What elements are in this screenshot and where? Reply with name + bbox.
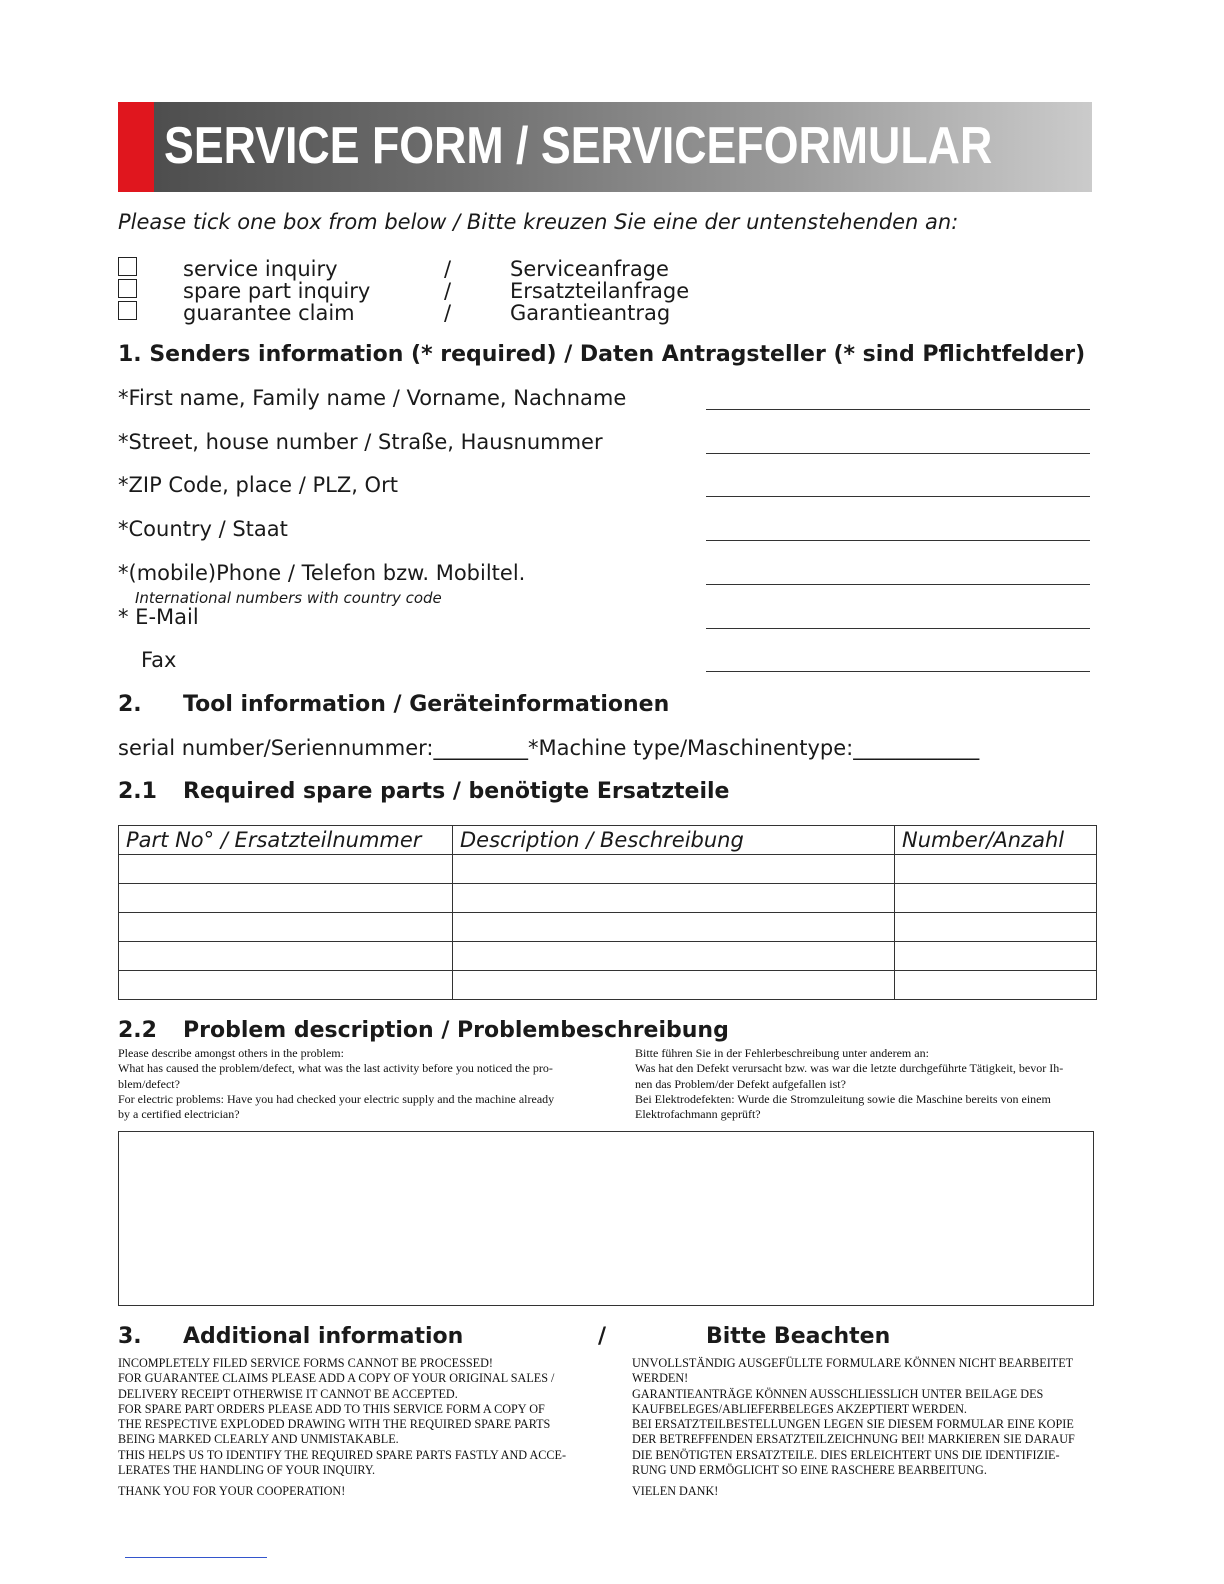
problem-description-box[interactable] (118, 1131, 1094, 1306)
description-cell[interactable] (453, 913, 895, 942)
section-3-separator: / (598, 1324, 607, 1349)
description-cell[interactable] (453, 971, 895, 1000)
spare-parts-table (118, 825, 1097, 1000)
checkbox-spare-part-inquiry[interactable] (118, 279, 137, 298)
email-field[interactable] (706, 607, 1090, 629)
hint-line: Elektrofachmann geprüft? (635, 1107, 761, 1122)
info-line: WERDEN! (632, 1371, 689, 1386)
hint-line: Please describe amongst others in the problem: (118, 1046, 344, 1060)
phone-note: International numbers with country code (135, 589, 442, 607)
additional-info-en (118, 1356, 584, 1500)
info-line: THE RESPECTIVE EXPLODED DRAWING WITH THE REQUIRED SPARE PARTS (118, 1417, 551, 1432)
additional-info-de (632, 1356, 1098, 1500)
number-cell[interactable] (895, 855, 1097, 884)
section-3-number: 3. (118, 1324, 142, 1349)
part-no-cell[interactable] (119, 971, 453, 1000)
info-line: FOR GUARANTEE CLAIMS PLEASE ADD A COPY OF YOUR ORIGINAL SALES / (118, 1371, 555, 1386)
number-cell[interactable] (895, 942, 1097, 971)
info-line: UNVOLLSTÄNDIG AUSGEFÜLLTE FORMULARE KÖNNEN NICHT BEARBEITET (632, 1356, 1074, 1370)
option-guarantee-claim-de: Garantieantrag (510, 301, 671, 325)
table-row (119, 855, 1097, 884)
problem-hint-en (118, 1046, 584, 1122)
info-line: INCOMPLETELY FILED SERVICE FORMS CANNOT BE PROCESSED! (118, 1356, 493, 1370)
form-title: SERVICE FORM / SERVICEFORMULAR (164, 117, 993, 175)
hint-line: nen das Problem/der Defekt aufgefallen ist? (635, 1076, 846, 1091)
zip-label: *ZIP Code, place / PLZ, Ort (118, 473, 398, 497)
option-spare-part-inquiry-de: Ersatzteilanfrage (510, 279, 690, 303)
option-service-inquiry-de: Serviceanfrage (510, 257, 669, 281)
info-line: KAUFBELEGES/ABLIEFERBELEGES AKZEPTIERT WERDEN. (632, 1401, 967, 1416)
problem-hint-de (635, 1046, 1097, 1122)
number-cell[interactable] (895, 913, 1097, 942)
column-number: Number/Anzahl (895, 826, 1097, 855)
info-line: DELIVERY RECEIPT OTHERWISE IT CANNOT BE ACCEPTED. (118, 1386, 458, 1401)
info-line: BEI ERSATZTEILBESTELLUNGEN LEGEN SIE DIESEM FORMULAR EINE KOPIE (632, 1417, 1074, 1432)
info-line: LERATES THE HANDLING OF YOUR INQUIRY. (118, 1463, 376, 1478)
country-label: *Country / Staat (118, 517, 288, 541)
part-no-cell[interactable] (119, 913, 453, 942)
thanks-en: THANK YOU FOR YOUR COOPERATION! (118, 1484, 346, 1499)
hint-line: blem/defect? (118, 1076, 180, 1091)
table-row (119, 942, 1097, 971)
option-spare-part-inquiry-en: spare part inquiry (183, 279, 371, 303)
part-no-cell[interactable] (119, 884, 453, 913)
banner-accent-bar (118, 102, 154, 192)
serial-and-machine-type-line[interactable]: serial number/Seriennummer:_________*Machine type/Maschinentype:____________ (118, 736, 980, 760)
number-cell[interactable] (895, 971, 1097, 1000)
info-line: FOR SPARE PART ORDERS PLEASE ADD TO THIS SERVICE FORM A COPY OF (118, 1401, 545, 1416)
number-cell[interactable] (895, 884, 1097, 913)
table-row (119, 913, 1097, 942)
info-line: BEING MARKED CLEARLY AND UNMISTAKABLE. (118, 1432, 399, 1447)
section-2-number: 2. (118, 692, 142, 717)
street-label: *Street, house number / Straße, Hausnummer (118, 430, 603, 454)
checkbox-service-inquiry[interactable] (118, 257, 137, 276)
name-label: *First name, Family name / Vorname, Nachname (118, 386, 627, 410)
part-no-cell[interactable] (119, 855, 453, 884)
zip-field[interactable] (706, 475, 1090, 497)
option-service-inquiry-en: service inquiry (183, 257, 338, 281)
info-line: DIE BENÖTIGTEN ERSATZTEILE. DIES ERLEICHTERT UNS DIE IDENTIFIZIE- (632, 1447, 1060, 1462)
section-2-1-number: 2.1 (118, 779, 157, 804)
section-3-heading-en: Additional information (183, 1324, 464, 1349)
hint-line: What has caused the problem/defect, what was the last activity before you noticed the pro- (118, 1061, 553, 1076)
column-part-no: Part No° / Ersatzteilnummer (119, 826, 453, 855)
section-2-2-heading: Problem description / Problembeschreibung (183, 1018, 729, 1043)
info-line: THIS HELPS US TO IDENTIFY THE REQUIRED SPARE PARTS FASTLY AND ACCE- (118, 1447, 567, 1462)
section-2-1-heading: Required spare parts / benötigte Ersatzteile (183, 779, 730, 804)
hint-line: For electric problems: Have you had checked your electric supply and the machine already (118, 1091, 555, 1106)
hint-line: Bitte führen Sie in der Fehlerbeschreibung unter anderem an: (635, 1046, 929, 1060)
part-no-cell[interactable] (119, 942, 453, 971)
phone-label: *(mobile)Phone / Telefon bzw. Mobiltel. (118, 561, 526, 585)
hint-line: Was hat den Defekt verursacht bzw. was war die letzte durchgeführte Tätigkeit, bevor Ih- (635, 1061, 1064, 1076)
column-description: Description / Beschreibung (453, 826, 895, 855)
tick-instruction: Please tick one box from below / Bitte kreuzen Sie eine der untenstehenden an: (118, 210, 959, 234)
footer-rule (125, 1557, 267, 1558)
option-separator: / (444, 257, 452, 281)
section-2-2-number: 2.2 (118, 1018, 157, 1043)
option-guarantee-claim-en: guarantee claim (183, 301, 355, 325)
fax-label: Fax (141, 648, 177, 672)
description-cell[interactable] (453, 884, 895, 913)
form-banner (118, 102, 1092, 192)
table-row (119, 971, 1097, 1000)
section-2-heading: Tool information / Geräteinformationen (183, 692, 670, 717)
fax-field[interactable] (706, 650, 1090, 672)
street-field[interactable] (706, 432, 1090, 454)
hint-line: by a certified electrician? (118, 1107, 240, 1122)
thanks-de: VIELEN DANK! (632, 1484, 719, 1499)
info-line: GARANTIEANTRÄGE KÖNNEN AUSSCHLIESSLICH UNTER BEILAGE DES (632, 1386, 1044, 1401)
table-row (119, 884, 1097, 913)
description-cell[interactable] (453, 855, 895, 884)
checkbox-guarantee-claim[interactable] (118, 301, 137, 320)
hint-line: Bei Elektrodefekten: Wurde die Stromzuleitung sowie die Maschine bereits von einem (635, 1091, 1051, 1106)
option-separator: / (444, 279, 452, 303)
option-separator: / (444, 301, 452, 325)
table-header-row (119, 826, 1097, 855)
section-3-heading-de: Bitte Beachten (706, 1324, 891, 1349)
info-line: RUNG UND ERMÖGLICHT SO EINE RASCHERE BEARBEITUNG. (632, 1463, 987, 1478)
description-cell[interactable] (453, 942, 895, 971)
name-field[interactable] (706, 388, 1090, 410)
email-label: * E-Mail (118, 605, 199, 629)
info-line: DER BETREFFENDEN ERSATZTEILZEICHNUNG BEI! MARKIEREN SIE DARAUF (632, 1432, 1075, 1447)
phone-field[interactable] (706, 563, 1090, 585)
country-field[interactable] (706, 519, 1090, 541)
section-1-heading: 1. Senders information (* required) / Daten Antragsteller (* sind Pflichtfelder) (118, 342, 1086, 367)
